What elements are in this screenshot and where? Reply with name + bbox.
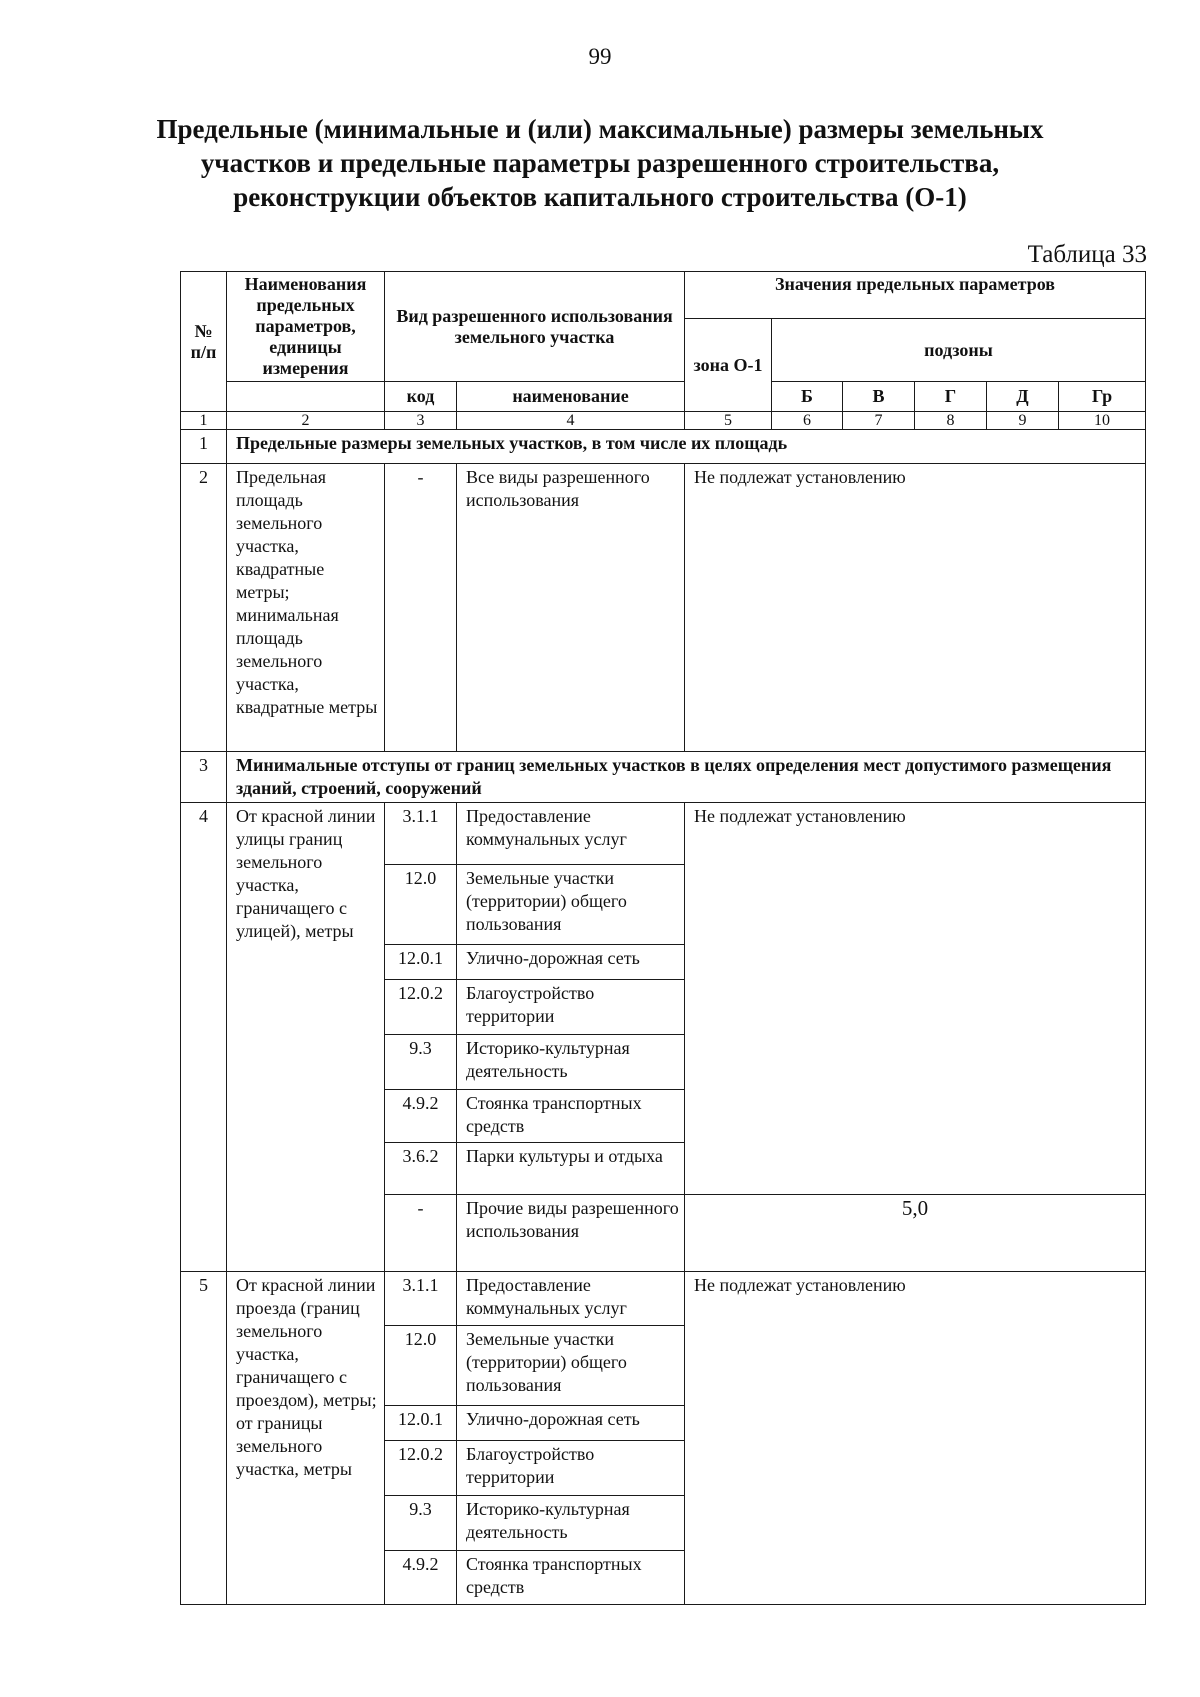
use-code: 12.0.1 [385,1406,457,1441]
use-code: 4.9.2 [385,1551,457,1605]
header-code: код [385,382,457,412]
header-name: наименование [457,382,685,412]
section-title: Минимальные отступы от границ земельных участков в целях определения мест допустимого размещения зданий, строений, сооружений [227,752,1146,803]
column-numbers-row [181,412,1146,430]
use-name: Предоставление коммунальных услуг [457,803,685,865]
subzone-b: Б [772,382,843,412]
table-row-4 [181,803,1146,865]
use-code: 12.0.2 [385,980,457,1035]
row-num: 2 [181,464,227,752]
title-line-3: реконструкции объектов капитального строительства (О-1) [233,182,967,212]
use-name: Земельные участки (территории) общего пользования [457,1326,685,1406]
use-name: Улично-дорожная сеть [457,1406,685,1441]
col-num-1: 1 [181,412,227,430]
use-name: Все виды разрешенного использования [457,464,685,752]
use-code: 12.0 [385,1326,457,1406]
col-num-4: 4 [457,412,685,430]
section-num: 3 [181,752,227,803]
section-row-3 [181,752,1146,803]
section-num: 1 [181,430,227,464]
header-row-3 [181,382,1146,412]
use-name: Прочие виды разрешенного использования [457,1195,685,1272]
use-name: Парки культуры и отдыха [457,1143,685,1195]
subzone-gr: Гр [1059,382,1146,412]
use-code: 9.3 [385,1496,457,1551]
header-zone: зона О-1 [685,319,772,412]
col-num-10: 10 [1059,412,1146,430]
use-name: Историко-культурная деятельность [457,1496,685,1551]
use-name: Историко-культурная деятельность [457,1035,685,1090]
header-values: Значения предельных параметров [685,272,1146,319]
table-row-2 [181,464,1146,752]
use-name: Стоянка транспортных средств [457,1090,685,1143]
col-num-3: 3 [385,412,457,430]
header-use-type: Вид разрешенного использования земельного участка [385,272,685,382]
use-code: 9.3 [385,1035,457,1090]
use-code: 12.0 [385,865,457,945]
row-num: 5 [181,1272,227,1605]
header-param-name: Наименования предельных параметров, единицы измерения [227,272,385,382]
param-name: От красной линии проезда (границ земельного участка, граничащего с проездом), метры; от границы земельного участка, метры [227,1272,385,1605]
param-value: Не подлежат установлению [685,803,1146,1195]
use-name: Предоставление коммунальных услуг [457,1272,685,1326]
parameters-table [180,271,1146,1605]
use-name: Благоустройство территории [457,980,685,1035]
header-num: № п/п [181,272,227,412]
param-value: Не подлежат установлению [685,1272,1146,1605]
use-code: 3.1.1 [385,1272,457,1326]
use-name: Улично-дорожная сеть [457,945,685,980]
table-caption: Таблица 33 [1027,241,1147,268]
col-num-5: 5 [685,412,772,430]
section-title: Предельные размеры земельных участков, в том числе их площадь [227,430,1146,464]
use-code: 12.0.1 [385,945,457,980]
use-code: 3.1.1 [385,803,457,865]
header-row-1 [181,272,1146,319]
title-line-1: Предельные (минимальные и (или) максимальные) размеры земельных [156,114,1044,144]
subzone-d: Д [987,382,1059,412]
title-line-2: участков и предельные параметры разрешенного строительства, [200,148,1000,178]
use-code: - [385,1195,457,1272]
use-name: Стоянка транспортных средств [457,1551,685,1605]
row-num: 4 [181,803,227,1272]
col-num-7: 7 [843,412,915,430]
document-title [150,112,1050,214]
col-num-9: 9 [987,412,1059,430]
use-code: - [385,464,457,752]
param-name: От красной линии улицы границ земельного участка, граничащего с улицей), метры [227,803,385,1272]
use-name: Благоустройство территории [457,1441,685,1496]
page-number: 99 [588,44,612,69]
section-row-1 [181,430,1146,464]
use-code: 3.6.2 [385,1143,457,1195]
use-name: Земельные участки (территории) общего пользования [457,865,685,945]
col-num-2: 2 [227,412,385,430]
col-num-8: 8 [915,412,987,430]
subzone-v: В [843,382,915,412]
use-code: 12.0.2 [385,1441,457,1496]
header-param-name-tail [227,382,385,412]
header-subzones: подзоны [772,319,1146,382]
subzone-g: Г [915,382,987,412]
param-value: Не подлежат установлению [685,464,1146,752]
param-value: 5,0 [685,1195,1146,1272]
param-name: Предельная площадь земельного участка, квадратные метры; минимальная площадь земельного участка, квадратные метры [227,464,385,752]
table-row-5 [181,1272,1146,1326]
use-code: 4.9.2 [385,1090,457,1143]
col-num-6: 6 [772,412,843,430]
